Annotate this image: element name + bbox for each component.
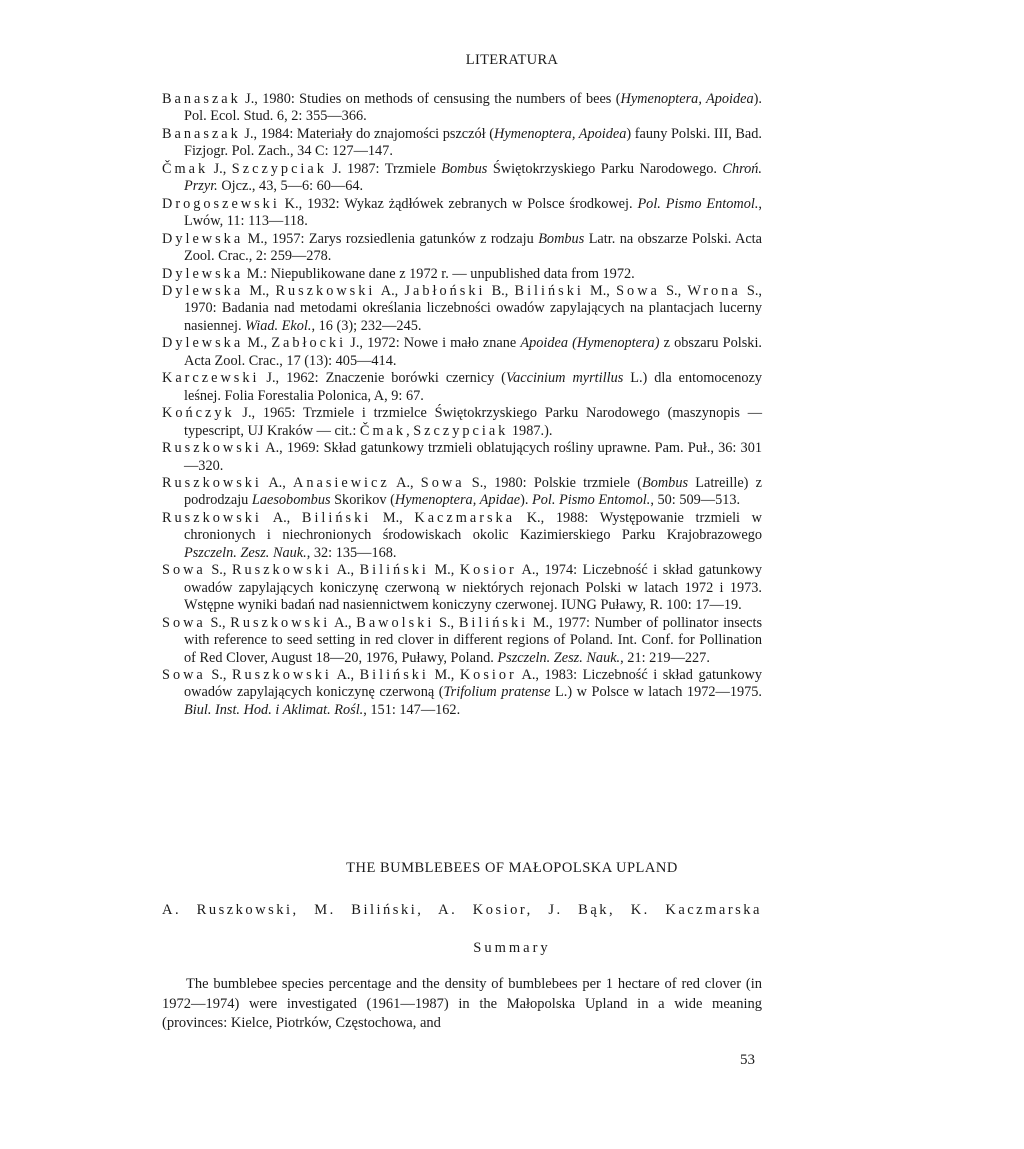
author-name: Szczypciak xyxy=(231,160,327,177)
reference-entry xyxy=(162,196,762,231)
authors-line xyxy=(162,902,762,919)
reference-list xyxy=(162,91,762,719)
reference-text: A., xyxy=(261,509,302,526)
reference-text: K., 1988: Występowanie trzmieli w chronionych i niechronionych środowiskach okolic Kazimierskiego Parku Krajobrazowego xyxy=(184,509,762,544)
reference-text: J., 1980: Studies on methods of censusing the numbers of bees ( xyxy=(240,91,621,107)
italic-text: Hymenoptera, Apoidea xyxy=(620,91,754,107)
reference-entry xyxy=(162,266,762,283)
author-name: Zabłocki xyxy=(271,335,347,352)
reference-entry xyxy=(162,161,762,196)
italic-text: Bombus xyxy=(441,160,488,177)
summary-paragraph: The bumblebee species percentage and the density of bumblebees per 1 hectare of red clover (in 1972—1974) were investigated (1961—1987) in the Małopolska Upland in a wide meaning (provinces: Kielce, Piotrków, Częstochowa, and xyxy=(162,976,762,1031)
reference-text: M., xyxy=(243,282,276,299)
reference-text: M., xyxy=(371,509,415,526)
italic-text: Biul. Inst. Hod. i Aklimat. Rośl. xyxy=(184,701,364,718)
author-name: Dylewska xyxy=(162,230,244,247)
reference-text: M., xyxy=(243,335,272,352)
reference-entry xyxy=(162,510,762,562)
italic-text: Bombus xyxy=(538,230,585,247)
author-name: Drogoszewski xyxy=(162,195,280,212)
reference-text: Skorikov ( xyxy=(330,492,395,509)
summary-heading: Summary xyxy=(473,940,551,956)
reference-text: M., xyxy=(428,666,460,683)
reference-entry xyxy=(162,405,762,440)
reference-entry xyxy=(162,615,762,667)
reference-text: , Lwów, 11: 113—118. xyxy=(184,195,762,230)
author-name: Biliński xyxy=(301,509,372,526)
author-name: Biliński xyxy=(359,666,429,683)
reference-text: M., xyxy=(428,562,460,579)
reference-text: Świętokrzyskiego Parku Narodowego. xyxy=(487,160,723,177)
author-name: Sowa xyxy=(616,282,660,299)
author-name: Dylewska xyxy=(162,282,244,299)
reference-text: A., 1974: Liczebność i skład gatunkowy owadów zapylających koniczynę czerwoną w niektórych rejonach Polski w latach 1972 i 1973. Wstępne wyniki badań nad nasiennictwem koniczyny czerwonej. IUNG Puławy, R. 100: 17—19. xyxy=(184,562,762,614)
reference-entry xyxy=(162,562,762,614)
reference-text: ) fauny Polski. III, Bad. Fizjogr. Pol. Zach., 34 C: 127—147. xyxy=(184,125,763,160)
author-name: Kosior xyxy=(459,666,517,683)
reference-text: M.: Niepublikowane dane z 1972 r. — unpublished data from 1972. xyxy=(243,265,635,282)
italic-text: Hymenoptera, Apidae xyxy=(394,492,521,509)
reference-text: , 32: 135—168. xyxy=(306,544,397,561)
author-name: Ruszkowski xyxy=(162,474,262,491)
italic-text: Trifolium pratense xyxy=(443,684,551,701)
reference-text: ). xyxy=(520,492,532,509)
author-name: Wrona xyxy=(687,282,741,299)
italic-text: Bombus xyxy=(641,474,689,491)
author-name: Čmak xyxy=(162,160,209,177)
reference-text: M., 1957: Zarys rozsiedlenia gatunków z rodzaju xyxy=(243,230,539,247)
reference-text: , 16 (3); 232—245. xyxy=(311,317,422,334)
reference-text: S., xyxy=(659,282,688,299)
reference-text: B., xyxy=(485,282,515,299)
reference-text: S., 1970: Badania nad metodami określania liczebności owadów zapylających na plantacjach lucerny nasiennej. xyxy=(184,282,762,334)
reference-entry xyxy=(162,231,762,266)
reference-text: J. 1987: Trzmiele xyxy=(326,160,442,177)
references-heading: LITERATURA xyxy=(465,52,559,68)
italic-text: Pol. Pismo Entomol. xyxy=(637,195,759,212)
author-name: Bawolski xyxy=(356,614,435,631)
reference-text: ). Pol. Ecol. Stud. 6, 2: 355—366. xyxy=(184,91,762,125)
italic-text: Wiad. Ekol. xyxy=(245,317,312,334)
reference-text: M., 1977: Number of pollinator insects with reference to seed setting in red clover in different regions of Poland. Int. Conf. for Pollination of Red Clover, August 18—20, 1976, Puławy, Poland. xyxy=(184,614,763,666)
italic-text: Chroń. Przyr. xyxy=(184,160,762,195)
reference-text: J., xyxy=(208,160,232,177)
reference-text: Latreille) z podrodzaju xyxy=(184,474,762,509)
reference-text: , 21: 219—227. xyxy=(620,649,710,666)
author-name: Sowa xyxy=(162,562,206,579)
author-name: Sowa xyxy=(162,666,206,683)
reference-text: S., xyxy=(205,666,232,683)
author-name: Sowa xyxy=(162,614,206,631)
italic-text: Pol. Pismo Entomol. xyxy=(532,492,651,509)
english-summary-title: THE BUMBLEBEES OF MAŁOPOLSKA UPLAND xyxy=(346,860,678,876)
author-name: Dylewska xyxy=(162,335,244,352)
reference-text: M., xyxy=(583,282,617,299)
author-name: Biliński xyxy=(359,562,429,579)
italic-text: Vaccinium myrtillus xyxy=(505,370,624,387)
reference-entry xyxy=(162,91,762,126)
author-name: Ruszkowski xyxy=(275,282,376,299)
italic-text: Apoidea (Hymenoptera) xyxy=(520,335,660,352)
reference-text: , 151: 147—162. xyxy=(363,701,461,718)
reference-text: , xyxy=(406,422,414,439)
reference-text: S., xyxy=(205,614,231,631)
author-name: Banaszak xyxy=(162,91,241,107)
reference-entry xyxy=(162,126,762,161)
reference-text: L.) w Polsce w latach 1972—1975. xyxy=(550,684,762,701)
author-name: Jabłoński xyxy=(404,282,486,299)
reference-text: A., xyxy=(389,474,421,491)
reference-text: J., 1972: Nowe i mało znane xyxy=(346,335,521,352)
italic-text: Laesobombus xyxy=(251,492,331,509)
author-name: Kaczmarska xyxy=(414,509,516,526)
italic-text: Pszczeln. Zesz. Nauk. xyxy=(184,544,307,561)
reference-entry xyxy=(162,475,762,510)
italic-text: Hymenoptera, Apoidea xyxy=(494,125,627,142)
reference-text: A., xyxy=(330,614,357,631)
reference-text: A., xyxy=(375,282,405,299)
reference-entry xyxy=(162,370,762,405)
reference-text: Latr. na obszarze Polski. Acta Zool. Crac., 2: 259—278. xyxy=(184,230,763,265)
author-name: Biliński xyxy=(514,282,584,299)
reference-text: S., xyxy=(205,562,232,579)
reference-text: L.) dla entomocenozy leśnej. Folia Forestalia Polonica, A, 9: 67. xyxy=(184,370,762,404)
reference-text: A., xyxy=(331,666,360,683)
reference-text: J., 1965: Trzmiele i trzmielce Świętokrzyskiego Parku Narodowego (maszynopis — typescript, UJ Kraków — cit.: xyxy=(184,405,762,439)
author-name: Kosior xyxy=(459,562,517,579)
author-name: Banaszak xyxy=(162,125,241,142)
author-name: Dylewska xyxy=(162,265,244,282)
reference-text: A., xyxy=(261,474,293,491)
reference-text: S., 1980: Polskie trzmiele ( xyxy=(464,474,642,491)
author-name: Anasiewicz xyxy=(293,474,390,491)
reference-text: Ojcz., 43, 5—6: 60—64. xyxy=(217,178,364,195)
author-name: Ruszkowski xyxy=(231,562,332,579)
author-name: Čmak xyxy=(359,422,407,439)
reference-text: z obszaru Polski. Acta Zool. Crac., 17 (13): 405—414. xyxy=(184,335,763,369)
author-name: Ruszkowski xyxy=(162,440,262,457)
reference-entry xyxy=(162,667,762,719)
author-name: Ruszkowski xyxy=(230,614,331,631)
reference-text: 1987.). xyxy=(508,422,553,439)
reference-text: J., 1962: Znaczenie borówki czernicy ( xyxy=(259,370,506,387)
author-name: Ruszkowski xyxy=(162,509,262,526)
authors-text: A. Ruszkowski, M. Biliński, A. Kosior, J. Bąk, K. Kaczmarska xyxy=(162,902,762,918)
italic-text: Pszczeln. Zesz. Nauk. xyxy=(497,649,621,666)
reference-text: S., xyxy=(434,614,459,631)
reference-text: A., xyxy=(331,562,360,579)
reference-text: A., 1969: Skład gatunkowy trzmieli oblatujących rośliny uprawne. Pam. Puł., 36: 301—320. xyxy=(184,440,762,474)
author-name: Szczypciak xyxy=(413,422,509,439)
reference-text: K., 1932: Wykaz żądłówek zebranych w Polsce środkowej. xyxy=(279,195,638,212)
reference-text: J., 1984: Materiały do znajomości pszczół ( xyxy=(240,125,495,142)
page-number: 53 xyxy=(740,1052,755,1068)
author-name: Kończyk xyxy=(162,405,235,422)
author-name: Biliński xyxy=(458,614,529,631)
author-name: Karczewski xyxy=(162,370,260,387)
reference-entry xyxy=(162,440,762,475)
reference-entry xyxy=(162,335,762,370)
reference-text: A., 1983: Liczebność i skład gatunkowy owadów zapylających koniczynę czerwoną ( xyxy=(184,666,762,701)
author-name: Ruszkowski xyxy=(231,666,332,683)
author-name: Sowa xyxy=(420,474,465,491)
reference-text: , 50: 509—513. xyxy=(650,492,741,509)
reference-entry xyxy=(162,283,762,335)
